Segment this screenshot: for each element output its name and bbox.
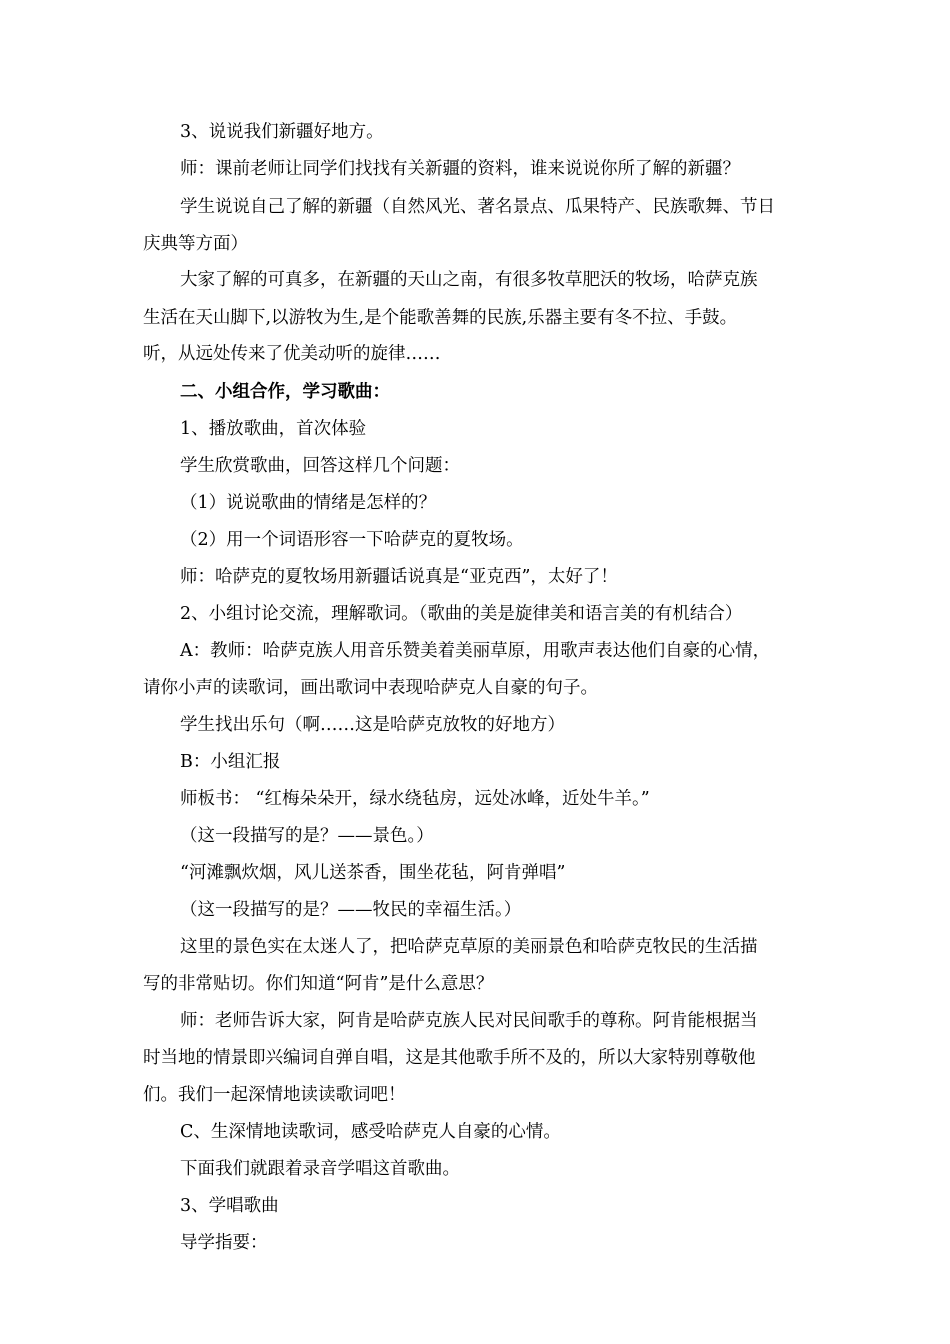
paragraph-line: 写的非常贴切。你们知道“阿肯”是什么意思？ (143, 974, 494, 994)
paragraph-line: 生活在天山脚下,以游牧为生,是个能歌善舞的民族,乐器主要有冬不拉、手鼓。 (143, 308, 738, 328)
paragraph-line: C、生深情地读歌词，感受哈萨克人自豪的心情。 (180, 1122, 561, 1142)
paragraph-line: 师：老师告诉大家，阿肯是哈萨克族人民对民间歌手的尊称。阿肯能根据当 (180, 1011, 758, 1031)
paragraph-line: B：小组汇报 (180, 752, 281, 772)
paragraph-line: 3、学唱歌曲 (180, 1196, 279, 1216)
paragraph-line: （这一段描写的是？——牧民的幸福生活。） (180, 900, 522, 920)
paragraph-line: 大家了解的可真多，在新疆的天山之南，有很多牧草肥沃的牧场，哈萨克族 (180, 270, 758, 290)
paragraph-line: 听，从远处传来了优美动听的旋律…… (143, 344, 441, 364)
paragraph-line: 庆典等方面） (143, 234, 248, 254)
section-heading: 二、小组合作，学习歌曲： (180, 382, 390, 402)
paragraph-line: 学生找出乐句（啊……这是哈萨克放牧的好地方） (180, 715, 565, 735)
paragraph-line: （2）用一个词语形容一下哈萨克的夏牧场。 (180, 530, 524, 550)
paragraph-line: 2、小组讨论交流，理解歌词。（歌曲的美是旋律美和语言美的有机结合） (180, 604, 743, 624)
paragraph-line: 师：哈萨克的夏牧场用新疆话说真是“亚克西”，太好了！ (180, 567, 618, 587)
paragraph-line: 请你小声的读歌词，画出歌词中表现哈萨克人自豪的句子。 (143, 678, 598, 698)
paragraph-line: 下面我们就跟着录音学唱这首歌曲。 (180, 1159, 460, 1179)
paragraph-line: 师板书： “红梅朵朵开，绿水绕毡房，远处冰峰，近处牛羊。” (180, 789, 650, 809)
paragraph-line: （1）说说歌曲的情绪是怎样的？ (180, 493, 437, 513)
paragraph-line: 学生欣赏歌曲，回答这样几个问题： (180, 456, 460, 476)
paragraph-line: 学生说说自己了解的新疆（自然风光、著名景点、瓜果特产、民族歌舞、节日 (180, 197, 775, 217)
paragraph-line: 这里的景色实在太迷人了，把哈萨克草原的美丽景色和哈萨克牧民的生活描 (180, 937, 758, 957)
paragraph-line: A：教师：哈萨克族人用音乐赞美着美丽草原，用歌声表达他们自豪的心情， (180, 641, 771, 661)
paragraph-line: 导学指要： (180, 1233, 268, 1253)
paragraph-line: 时当地的情景即兴编词自弹自唱，这是其他歌手所不及的，所以大家特别尊敬他 (143, 1048, 756, 1068)
paragraph-line: （这一段描写的是？——景色。） (180, 826, 434, 846)
paragraph-line: 3、说说我们新疆好地方。 (180, 122, 384, 142)
paragraph-line: “河滩飘炊烟，风儿送茶香，围坐花毡，阿肯弹唱” (180, 863, 566, 883)
paragraph-line: 们。我们一起深情地读读歌词吧！ (143, 1085, 406, 1105)
paragraph-line: 师：课前老师让同学们找找有关新疆的资料，谁来说说你所了解的新疆？ (180, 159, 740, 179)
paragraph-line: 1、播放歌曲，首次体验 (180, 419, 367, 439)
